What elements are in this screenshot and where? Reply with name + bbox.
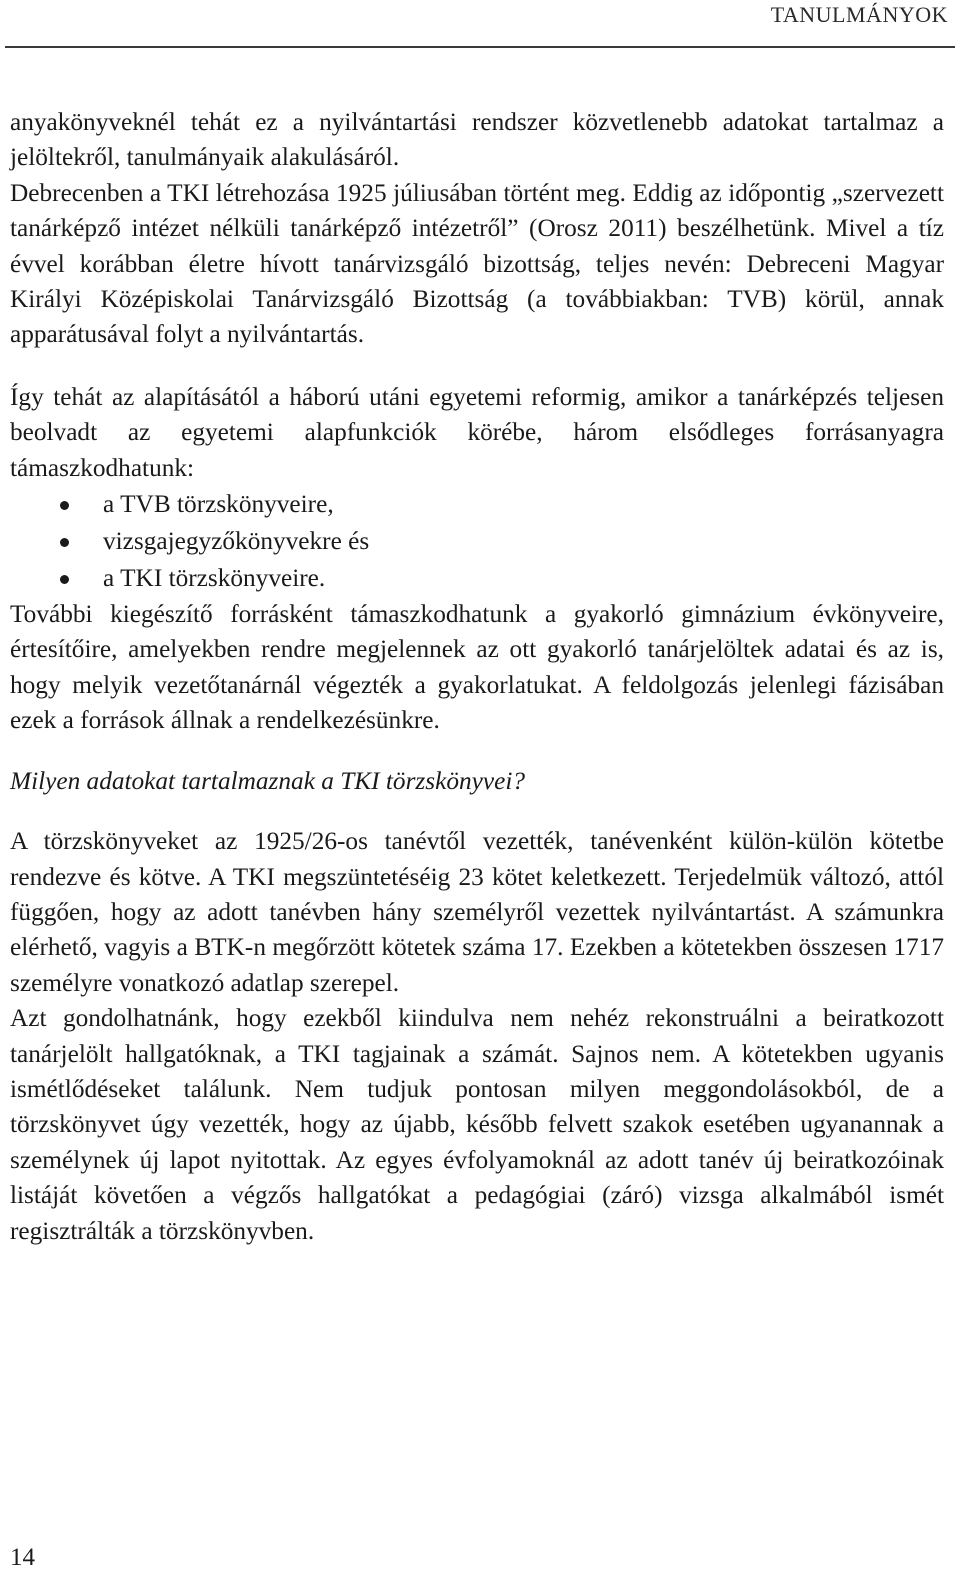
running-head: TANULMÁNYOK — [770, 2, 948, 27]
list-item-text: vizsgajegyzőkönyvekre és — [103, 527, 370, 556]
paragraph-1: anyakönyveknél tehát ez a nyilvántartási rendszer közvetlenebb adatokat tartalmaz a jelöltekről, tanulmányaik alakulásáról. — [10, 108, 944, 172]
list-item — [10, 560, 944, 597]
list-item — [10, 486, 944, 523]
list-item — [10, 523, 944, 560]
section-heading: Milyen adatokat tartalmaznak a TKI törzskönyvei? — [10, 766, 526, 795]
list-item-text: a TVB törzskönyveire, — [103, 490, 334, 519]
bullet-icon — [60, 538, 69, 547]
bullet-icon — [60, 501, 69, 510]
paragraph-6: Azt gondolhatnánk, hogy ezekből kiindulva nem nehéz rekonstruálni a beiratkozott tanárjelölt hallgatóknak, a TKI tagjainak a számát. Sajnos nem. A kötetekben ugyanis ismétlődéseket találunk. Nem tudjuk pontosan milyen meggondolásokból, de a törzskönyvet úgy vezették, hogy az újabb, később felvett szakok esetében ugyanannak a személynek új lapot nyitottak. Az egyes évfolyamoknál az adott tanév új beiratkozóinak listáját követően a végzős hallgatókat a pedagógiai (záró) vizsga alkalmából ismét regisztrálták a törzskönyvben. — [10, 1004, 944, 1245]
bullet-icon — [60, 575, 69, 584]
page-number: 14 — [10, 1544, 35, 1571]
paragraph-4: További kiegészítő forrásként támaszkodhatunk a gyakorló gimnázium évkönyveire, értesítőire, amelyekben rendre megjelennek az ott gyakorló tanárjelöltek adatai és az is, hogy melyik vezetőtanárnál végezték a gyakorlatukat. A feldolgozás jelenlegi fázisában ezek a források állnak a rendelkezésünkre. — [10, 600, 944, 735]
source-list — [10, 486, 944, 597]
paragraph-5: A törzskönyveket az 1925/26-os tanévtől vezették, tanévenként külön-külön kötetbe rendezve és kötve. A TKI megszüntetéséig 23 kötet keletkezett. Terjedelmük változó, attól függően, hogy az adott tanévben hány személyről vezettek nyilvántartást. A számunkra elérhető, vagyis a BTK-n megőrzött kötetek száma 17. Ezekben a kötetekben összesen 1717 személyre vonatkozó adatlap szerepel. — [10, 827, 944, 997]
page-body — [10, 105, 944, 1249]
list-item-text: a TKI törzskönyveire. — [103, 564, 326, 593]
header-rule — [5, 46, 955, 48]
paragraph-3: Így tehát az alapításától a háború utáni egyetemi reformig, amikor a tanárképzés teljesen beolvadt az egyetemi alapfunkciók körébe, három elsődleges forrásanyagra támaszkodhatunk: — [10, 382, 944, 482]
paragraph-2: Debrecenben a TKI létrehozása 1925 júliusában történt meg. Eddig az időpontig „szervezett tanárképző intézet nélküli tanárképző intézetről” (Orosz 2011) beszélhetünk. Mivel a tíz évvel korábban életre hívott tanárvizsgáló bizottság, teljes nevén: Debreceni Magyar Királyi Középiskolai Tanárvizsgáló Bizottság (a továbbiakban: TVB) körül, annak apparátusával folyt a nyilvántartás. — [10, 178, 944, 349]
